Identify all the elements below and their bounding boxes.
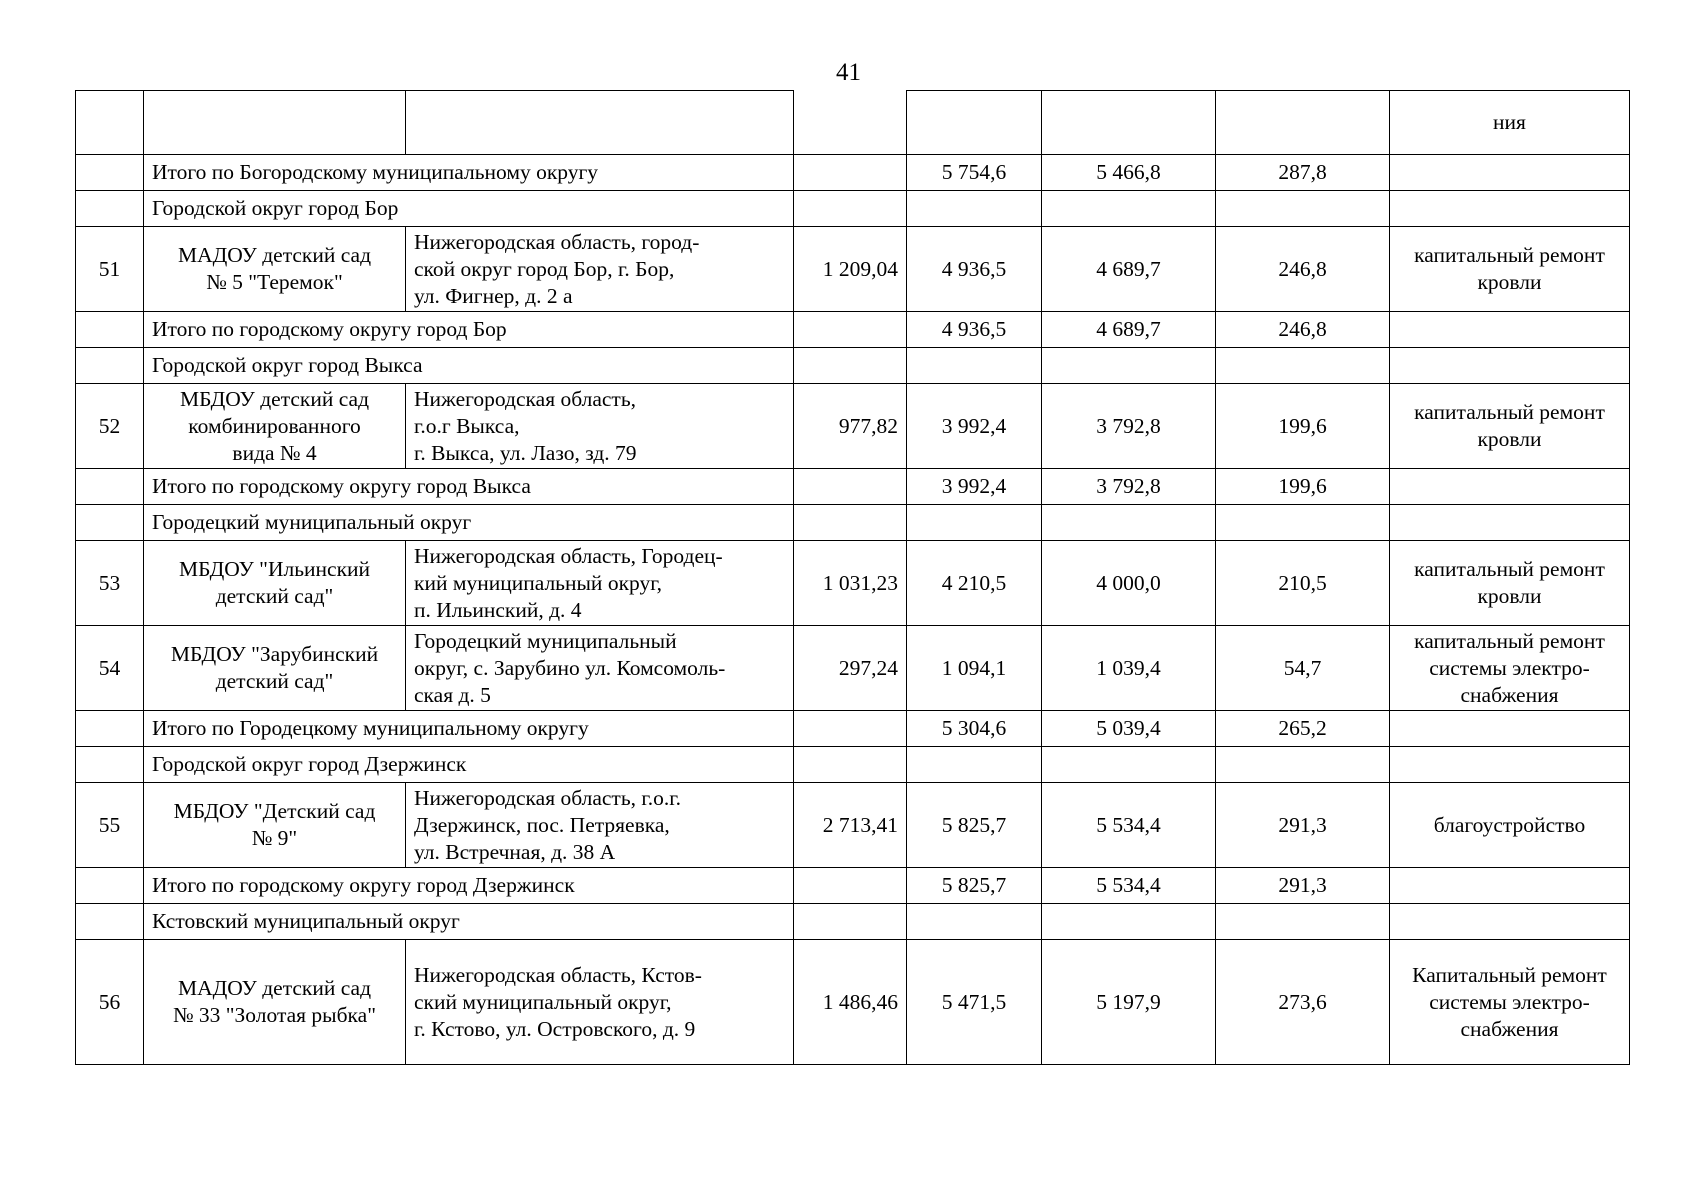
object-row	[76, 626, 1630, 711]
cell-area	[794, 155, 907, 191]
cell-local: 54,7	[1216, 626, 1390, 711]
cell-area	[794, 348, 907, 384]
institution-address-line: ской округ город Бор, г. Бор,	[414, 256, 675, 281]
district-heading-row	[76, 505, 1630, 541]
district-heading-row	[76, 191, 1630, 227]
cell-total: 3 992,4	[907, 469, 1042, 505]
cell-total	[907, 191, 1042, 227]
institution-address-line: ул. Фигнер, д. 2 а	[414, 283, 573, 308]
work-type	[1390, 541, 1630, 626]
cell-purpose	[1390, 155, 1630, 191]
institution-address	[406, 626, 794, 711]
district-heading-row	[76, 904, 1630, 940]
cell-total: 3 992,4	[907, 384, 1042, 469]
work-type	[1390, 626, 1630, 711]
row-number: 56	[76, 940, 144, 1065]
institution-name-line: МАДОУ детский сад	[177, 243, 372, 267]
cell-area	[794, 91, 907, 155]
cell-total	[907, 904, 1042, 940]
cell-local	[1216, 747, 1390, 783]
work-type	[1390, 940, 1630, 1065]
cell-no	[76, 91, 144, 155]
cell-no	[76, 747, 144, 783]
institution-name-line: детский сад"	[215, 584, 334, 608]
row-number: 51	[76, 227, 144, 312]
cell-local	[1216, 191, 1390, 227]
subtotal-label: Итого по Городецкому муниципальному округу	[144, 711, 794, 747]
cell-total: 5 471,5	[907, 940, 1042, 1065]
cell-no	[76, 505, 144, 541]
cell-regional: 4 000,0	[1042, 541, 1216, 626]
district-name: Кстовский муниципальный округ	[144, 904, 794, 940]
subtotal-row	[76, 711, 1630, 747]
institution-address-line: ул. Встречная, д. 38 А	[414, 839, 616, 864]
cell-local: 265,2	[1216, 711, 1390, 747]
institution-name-line: МБДОУ детский сад	[179, 386, 370, 411]
cell-purpose	[1390, 868, 1630, 904]
cell-no	[76, 904, 144, 940]
institution-address-line: Городецкий муниципальный	[414, 628, 677, 653]
institution-name-line: № 9"	[251, 826, 298, 850]
cell-total: 5 754,6	[907, 155, 1042, 191]
subtotal-row	[76, 868, 1630, 904]
institution-address-line: г.о.г Выкса,	[414, 413, 520, 438]
work-type-line: капитальный ремонт	[1414, 628, 1605, 653]
row-number: 53	[76, 541, 144, 626]
institution-name	[144, 384, 406, 469]
page-number: 41	[836, 59, 861, 86]
cell-regional: 3 792,8	[1042, 384, 1216, 469]
work-type-line: капитальный ремонт	[1414, 557, 1605, 581]
district-heading-row	[76, 348, 1630, 384]
object-row	[76, 783, 1630, 868]
cell-no	[76, 348, 144, 384]
subtotal-row	[76, 312, 1630, 348]
district-heading-row	[76, 747, 1630, 783]
cell-area	[794, 904, 907, 940]
cell-regional: 1 039,4	[1042, 626, 1216, 711]
cell-regional: 5 534,4	[1042, 783, 1216, 868]
cell-area	[794, 505, 907, 541]
cell-no	[76, 155, 144, 191]
cell-regional	[1042, 348, 1216, 384]
work-type-line: Капитальный ремонт	[1412, 962, 1607, 987]
cell-name	[144, 91, 406, 155]
institution-address-line: Нижегородская область, г.о.г.	[414, 785, 682, 810]
cell-purpose	[1390, 711, 1630, 747]
cell-local: 210,5	[1216, 541, 1390, 626]
object-list-table	[75, 90, 1630, 1065]
subtotal-row	[76, 469, 1630, 505]
cell-purpose	[1390, 904, 1630, 940]
institution-name	[144, 541, 406, 626]
institution-address-line: Нижегородская область, Кстов-	[414, 962, 702, 987]
cell-purpose	[1390, 469, 1630, 505]
row-number: 54	[76, 626, 144, 711]
cell-total: 5 825,7	[907, 868, 1042, 904]
institution-name	[144, 626, 406, 711]
subtotal-row	[76, 155, 1630, 191]
cell-purpose	[1390, 312, 1630, 348]
institution-address-line: Нижегородская область, Городец-	[414, 543, 723, 568]
work-type	[1390, 783, 1630, 868]
cell-regional	[1042, 904, 1216, 940]
cell-local: 246,8	[1216, 312, 1390, 348]
row-number: 52	[76, 384, 144, 469]
work-type-line: системы электро-	[1429, 655, 1590, 680]
institution-address	[406, 541, 794, 626]
cell-area	[794, 747, 907, 783]
cell-area: 297,24	[794, 626, 907, 711]
institution-address-line: ская д. 5	[414, 682, 491, 707]
cell-regional	[1042, 505, 1216, 541]
cell-address	[406, 91, 794, 155]
institution-name-line: вида № 4	[232, 440, 317, 465]
cell-purpose	[1390, 505, 1630, 541]
cell-regional: 5 466,8	[1042, 155, 1216, 191]
institution-name-line: комбинированного	[188, 413, 361, 438]
cell-area	[794, 711, 907, 747]
institution-address	[406, 227, 794, 312]
subtotal-label: Итого по городскому округу город Дзержинск	[144, 868, 794, 904]
cell-total	[907, 505, 1042, 541]
object-row	[76, 384, 1630, 469]
cell-area: 1 031,23	[794, 541, 907, 626]
cell-purpose	[1390, 191, 1630, 227]
object-row	[76, 541, 1630, 626]
institution-name-line: детский сад"	[215, 669, 334, 693]
cell-purpose	[1390, 348, 1630, 384]
table-body	[76, 91, 1630, 1065]
cell-regional: 5 197,9	[1042, 940, 1216, 1065]
cell-area: 1 209,04	[794, 227, 907, 312]
institution-name	[144, 783, 406, 868]
work-type-line: системы электро-	[1429, 989, 1590, 1014]
cell-local: 291,3	[1216, 783, 1390, 868]
object-row	[76, 940, 1630, 1065]
district-name: Городской округ город Дзержинск	[144, 747, 794, 783]
cell-local: 199,6	[1216, 384, 1390, 469]
cell-local	[1216, 91, 1390, 155]
cell-area	[794, 191, 907, 227]
cell-regional: 5 534,4	[1042, 868, 1216, 904]
work-type-line: кровли	[1477, 584, 1542, 608]
institution-name-line: МАДОУ детский сад	[177, 976, 372, 1000]
institution-name-line: № 5 "Теремок"	[206, 270, 343, 294]
cell-area: 2 713,41	[794, 783, 907, 868]
institution-name-line: МБДОУ "Зарубинский	[170, 642, 379, 666]
work-type-line: снабжения	[1460, 1016, 1559, 1041]
cell-local: 287,8	[1216, 155, 1390, 191]
cell-total: 4 210,5	[907, 541, 1042, 626]
work-type	[1390, 227, 1630, 312]
cell-regional	[1042, 91, 1216, 155]
cell-local	[1216, 904, 1390, 940]
work-type-line: капитальный ремонт	[1414, 243, 1605, 267]
work-type-line: снабжения	[1460, 682, 1559, 707]
cell-local: 199,6	[1216, 469, 1390, 505]
cell-area: 977,82	[794, 384, 907, 469]
cell-total: 1 094,1	[907, 626, 1042, 711]
cell-local: 273,6	[1216, 940, 1390, 1065]
cell-regional: 3 792,8	[1042, 469, 1216, 505]
cell-regional: 5 039,4	[1042, 711, 1216, 747]
cell-total	[907, 348, 1042, 384]
subtotal-label: Итого по Богородскому муниципальному округу	[144, 155, 794, 191]
object-row	[76, 227, 1630, 312]
continued-header-row	[76, 91, 1630, 155]
cell-local	[1216, 505, 1390, 541]
work-type-line: кровли	[1477, 427, 1542, 451]
cell-regional: 4 689,7	[1042, 312, 1216, 348]
cell-total: 5 825,7	[907, 783, 1042, 868]
cell-local: 291,3	[1216, 868, 1390, 904]
institution-name-line: № 33 "Золотая рыбка"	[172, 1003, 376, 1027]
cell-no	[76, 191, 144, 227]
cell-regional: 4 689,7	[1042, 227, 1216, 312]
cell-purpose	[1390, 747, 1630, 783]
cell-purpose-tail: ния	[1390, 91, 1630, 155]
work-type-line: благоустройство	[1433, 812, 1586, 837]
institution-address	[406, 940, 794, 1065]
work-type-line: капитальный ремонт	[1414, 400, 1605, 424]
institution-address	[406, 384, 794, 469]
institution-address-line: г. Кстово, ул. Островского, д. 9	[414, 1016, 696, 1041]
cell-regional	[1042, 191, 1216, 227]
institution-name-line: МБДОУ "Ильинский	[178, 557, 371, 581]
institution-address-line: п. Ильинский, д. 4	[414, 597, 582, 622]
row-number: 55	[76, 783, 144, 868]
cell-local	[1216, 348, 1390, 384]
institution-name	[144, 227, 406, 312]
cell-total	[907, 747, 1042, 783]
work-type	[1390, 384, 1630, 469]
institution-address-line: Дзержинск, пос. Петряевка,	[414, 812, 670, 837]
cell-total: 5 304,6	[907, 711, 1042, 747]
work-type-line: кровли	[1477, 270, 1542, 294]
subtotal-label: Итого по городскому округу город Бор	[144, 312, 794, 348]
cell-area	[794, 469, 907, 505]
cell-no	[76, 312, 144, 348]
institution-address-line: округ, с. Зарубино ул. Комсомоль-	[414, 655, 726, 680]
cell-no	[76, 711, 144, 747]
cell-total: 4 936,5	[907, 312, 1042, 348]
cell-no	[76, 469, 144, 505]
cell-area	[794, 868, 907, 904]
institution-name-line: МБДОУ "Детский сад	[173, 799, 376, 823]
cell-local: 246,8	[1216, 227, 1390, 312]
institution-address-line: Нижегородская область, город-	[414, 229, 700, 254]
subtotal-label: Итого по городскому округу город Выкса	[144, 469, 794, 505]
cell-total	[907, 91, 1042, 155]
institution-address-line: г. Выкса, ул. Лазо, зд. 79	[414, 440, 637, 465]
district-name: Городской округ город Бор	[144, 191, 794, 227]
cell-total: 4 936,5	[907, 227, 1042, 312]
district-name: Городецкий муниципальный округ	[144, 505, 794, 541]
cell-area: 1 486,46	[794, 940, 907, 1065]
cell-area	[794, 312, 907, 348]
institution-address	[406, 783, 794, 868]
institution-address-line: Нижегородская область,	[414, 386, 637, 411]
institution-name	[144, 940, 406, 1065]
cell-no	[76, 868, 144, 904]
institution-address-line: ский муниципальный округ,	[414, 989, 672, 1014]
institution-address-line: кий муниципальный округ,	[414, 570, 662, 595]
district-name: Городской округ город Выкса	[144, 348, 794, 384]
cell-regional	[1042, 747, 1216, 783]
